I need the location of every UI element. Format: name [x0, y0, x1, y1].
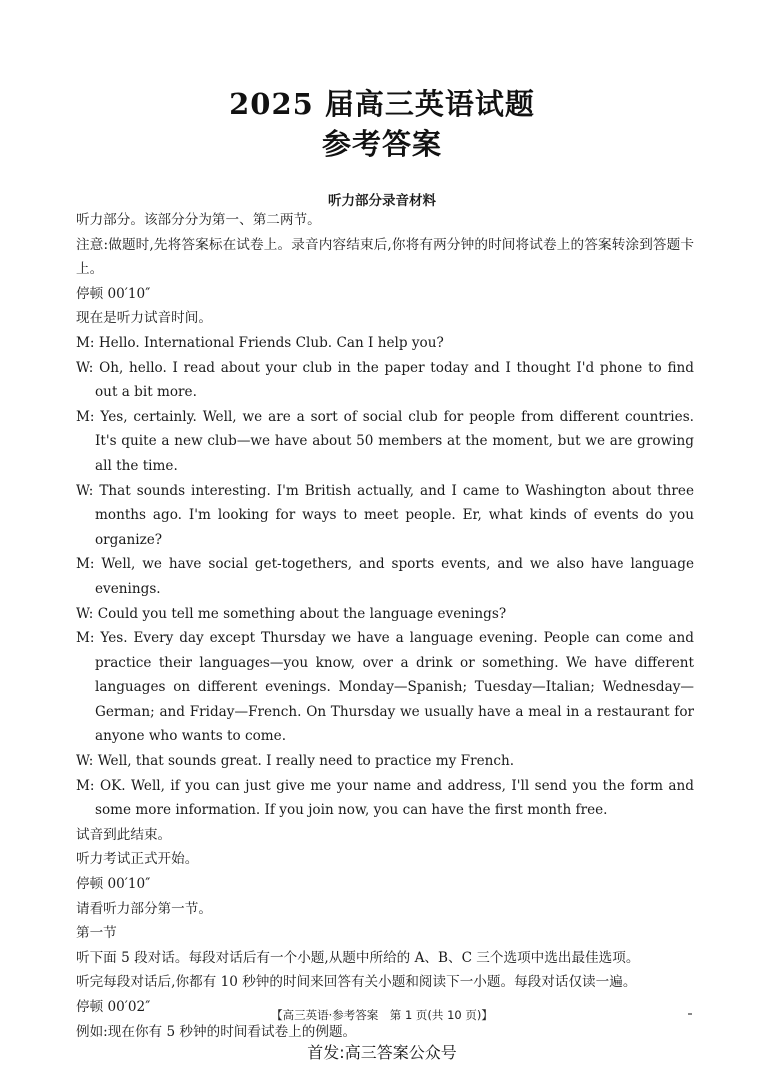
instruction-line: 听下面 5 段对话。每段对话后有一个小题,从题中所给的 A、B、C 三个选项中选出最佳选项。	[76, 949, 640, 966]
dialogue-line: W: Could you tell me something about the language evenings?	[76, 605, 507, 622]
dialogue-line: W: Well, that sounds great. I really need to practice my French.	[76, 753, 515, 770]
dialogue-line: M: Hello. International Friends Club. Can I help you?	[76, 334, 444, 351]
sound-check-end-line: 试音到此结束。	[76, 826, 172, 843]
pause-marker: 停顿 00′10″	[76, 285, 151, 302]
instruction-line: 听完每段对话后,你都有 10 秒钟的时间来回答有关小题和阅读下一小题。每段对话仅读一遍。	[76, 974, 637, 991]
sound-check-line: 现在是听力试音时间。	[76, 310, 212, 327]
dialogue-line: M: Well, we have social get-togethers, and sports events, and we also have language evenings.	[76, 556, 694, 597]
section-heading: 听力部分录音材料	[328, 193, 436, 209]
dialogue-line: W: That sounds interesting. I'm British actually, and I came to Washington about three months ago. I'm looking for ways to meet people. Er, what kinds of events do you organize?	[76, 482, 694, 548]
example-line: 例如:现在你有 5 秒钟的时间看试卷上的例题。	[76, 1023, 357, 1040]
instruction-paragraph: 注意:做题时,先将答案标在试卷上。录音内容结束后,你将有两分钟的时间将试卷上的答案转涂到答题卡上。	[76, 236, 694, 278]
exam-start-line: 听力考试正式开始。	[76, 851, 199, 868]
intro-line: 听力部分。该部分分为第一、第二两节。	[76, 212, 321, 228]
document-subtitle: 参考答案	[321, 127, 442, 161]
document-title: 2025 届高三英语试题	[229, 87, 535, 121]
transcript-body	[76, 208, 694, 1044]
source-note: 首发:高三答案公众号	[307, 1043, 457, 1062]
page-footer: 【高三英语·参考答案 第 1 页(共 10 页)】	[271, 1008, 493, 1022]
part-one-prompt: 请看听力部分第一节。	[76, 900, 212, 917]
dialogue-line: M: OK. Well, if you can just give me your name and address, I'll send you the form and some more information. If you join now, you can have the first month free.	[76, 777, 694, 819]
pause-marker: 停顿 00′02″	[76, 999, 151, 1015]
dialogue-line: M: Yes. Every day except Thursday we have a language evening. People can come and practice their languages—you know, over a drink or something. We have different languages on different evenings. Monday—Spanish; Tuesday—Italian; Wednesday—German; and Friday—French. On Thursday we usually have a meal in a restaurant for anyone who wants to come.	[76, 630, 694, 745]
part-heading: 第一节	[76, 925, 117, 942]
dialogue-line: W: Oh, hello. I read about your club in the paper today and I thought I'd phone to find out a bit more.	[76, 359, 694, 401]
dialogue-line: M: Yes, certainly. Well, we are a sort of social club for people from different countries. It's quite a new club—we have about 50 members at the moment, but we are growing all the time.	[76, 408, 694, 474]
pause-marker: 停顿 00′10″	[76, 876, 151, 893]
scan-mark	[688, 1013, 692, 1015]
